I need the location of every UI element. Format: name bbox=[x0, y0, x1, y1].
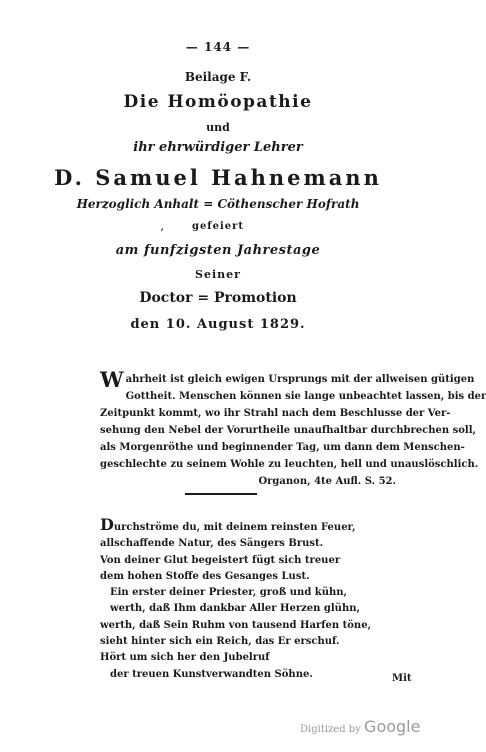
page-number: — 144 — bbox=[185, 40, 251, 54]
poem-line: sieht hinter sich ein Reich, das Er erschuf. bbox=[100, 636, 340, 648]
epigraph-line: Gottheit. Menschen können sie lange unbeachtet lassen, bis der bbox=[125, 391, 486, 402]
title-line-1: Die Homöopathie bbox=[123, 92, 313, 112]
poem bbox=[100, 517, 400, 683]
poem-line: werth, daß Sein Ruhm von tausend Harfen töne, bbox=[100, 619, 372, 631]
poem-line: Von deiner Glut begeistert fügt sich treuer bbox=[100, 554, 341, 566]
celebrated-label: gefeiert bbox=[191, 221, 245, 232]
anniversary-line: am funfzigsten Jahrestage bbox=[115, 243, 321, 258]
section-divider bbox=[185, 493, 257, 495]
his-label: Seiner bbox=[195, 268, 241, 281]
date-line: den 10. August 1829. bbox=[130, 317, 306, 332]
poem-line: dem hohen Stoffe des Gesanges Lust. bbox=[100, 570, 310, 582]
poem-line: werth, daß Ihm dankbar Aller Herzen glühn, bbox=[110, 603, 360, 615]
appendix-label: Beilage F. bbox=[184, 70, 252, 84]
epigraph-line: sehung den Nebel der Vorurtheile unaufhaltbar durchbrechen soll, bbox=[100, 425, 476, 436]
epigraph-source: Organon, 4te Aufl. S. 52. bbox=[258, 476, 396, 487]
epigraph-line: ahrheit ist gleich ewigen Ursprungs mit der allweisen gütigen bbox=[125, 374, 475, 385]
title-line-2: ihr ehrwürdiger Lehrer bbox=[133, 140, 303, 155]
poem-line bbox=[100, 517, 400, 536]
author-name: D. Samuel Hahnemann bbox=[54, 165, 382, 190]
poem-line: allschaffende Natur, des Sängers Brust. bbox=[100, 538, 324, 550]
epigraph-line: Zeitpunkt kommt, wo ihr Strahl nach dem Beschlusse der Ver- bbox=[100, 408, 451, 419]
epigraph-line: als Morgenröthe und beginnender Tag, um dann dem Menschen- bbox=[100, 442, 465, 453]
epigraph-dropcap: W bbox=[100, 367, 124, 392]
catchword: Mit bbox=[392, 673, 412, 684]
epigraph-line: geschlechte zu seinem Wohle zu leuchten, hell und unauslöschlich. bbox=[100, 459, 479, 470]
poem-first-line-text: urchströme du, mit deinem reinsten Feuer, bbox=[113, 522, 356, 533]
google-logo: Google bbox=[364, 717, 421, 736]
poem-line: Ein erster deiner Priester, groß und kühn, bbox=[110, 587, 348, 599]
poem-initial: D bbox=[100, 515, 114, 534]
title-connector: und bbox=[206, 121, 230, 134]
poem-line: der treuen Kunstverwandten Söhne. bbox=[110, 668, 313, 680]
court-title: Herzoglich Anhalt = Cöthenscher Hofrath bbox=[76, 197, 360, 211]
poem-line: Hört um sich her den Jubelruf bbox=[100, 652, 270, 664]
epigraph bbox=[100, 367, 486, 490]
digitization-watermark bbox=[300, 717, 420, 736]
stray-mark: ‘ bbox=[160, 226, 164, 240]
digitized-label: Digitized by bbox=[300, 724, 361, 735]
promotion-heading: Doctor = Promotion bbox=[139, 290, 297, 306]
